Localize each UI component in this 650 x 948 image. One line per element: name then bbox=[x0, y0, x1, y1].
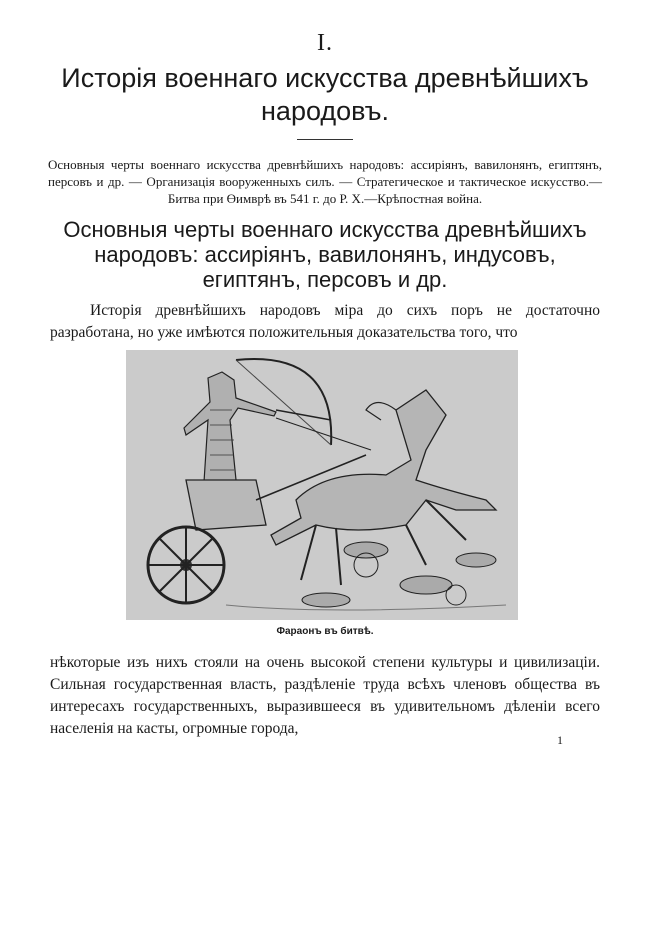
signature-mark: 1 bbox=[557, 733, 563, 747]
paragraph-continued: нѣкоторые изъ нихъ стояли на очень высокой степени культуры и цивилизаціи. Сильная государственная власть, раздѣленіе труда всѣхъ членовъ общества въ интересахъ государственныхъ, выразившееся въ удивительномъ дѣленіи всего населенія на касты, огромные города, bbox=[50, 654, 600, 737]
title-divider bbox=[297, 139, 353, 140]
figure-caption: Фараонъ въ битвѣ. bbox=[276, 626, 374, 637]
chapter-title: Исторія военнаго искусства древнѣйшихъ народовъ. bbox=[61, 63, 589, 126]
paragraph-intro: Исторія древнѣйшихъ народовъ міра до сихъ поръ не достаточно разработана, но уже имѣются положительныя доказательства того, что bbox=[50, 302, 600, 341]
pharaoh-battle-illustration bbox=[126, 350, 518, 620]
chariot-engraving bbox=[126, 350, 518, 620]
chapter-number: I. bbox=[317, 30, 333, 56]
chapter-summary: Основныя черты военнаго искусства древнѣйшихъ народовъ: ассиріянъ, вавилонянъ, египтянъ, персовъ и др. — Организація вооруженныхъ силъ. — Стратегическое и тактическое искусство.— Битва при Өимврѣ въ 541 г. до Р. Х.—Крѣпостная война. bbox=[48, 157, 602, 206]
section-heading: Основныя черты военнаго искусства древнѣйшихъ народовъ: ассиріянъ, вавилонянъ, индусовъ, египтянъ, персовъ и др. bbox=[63, 217, 587, 292]
